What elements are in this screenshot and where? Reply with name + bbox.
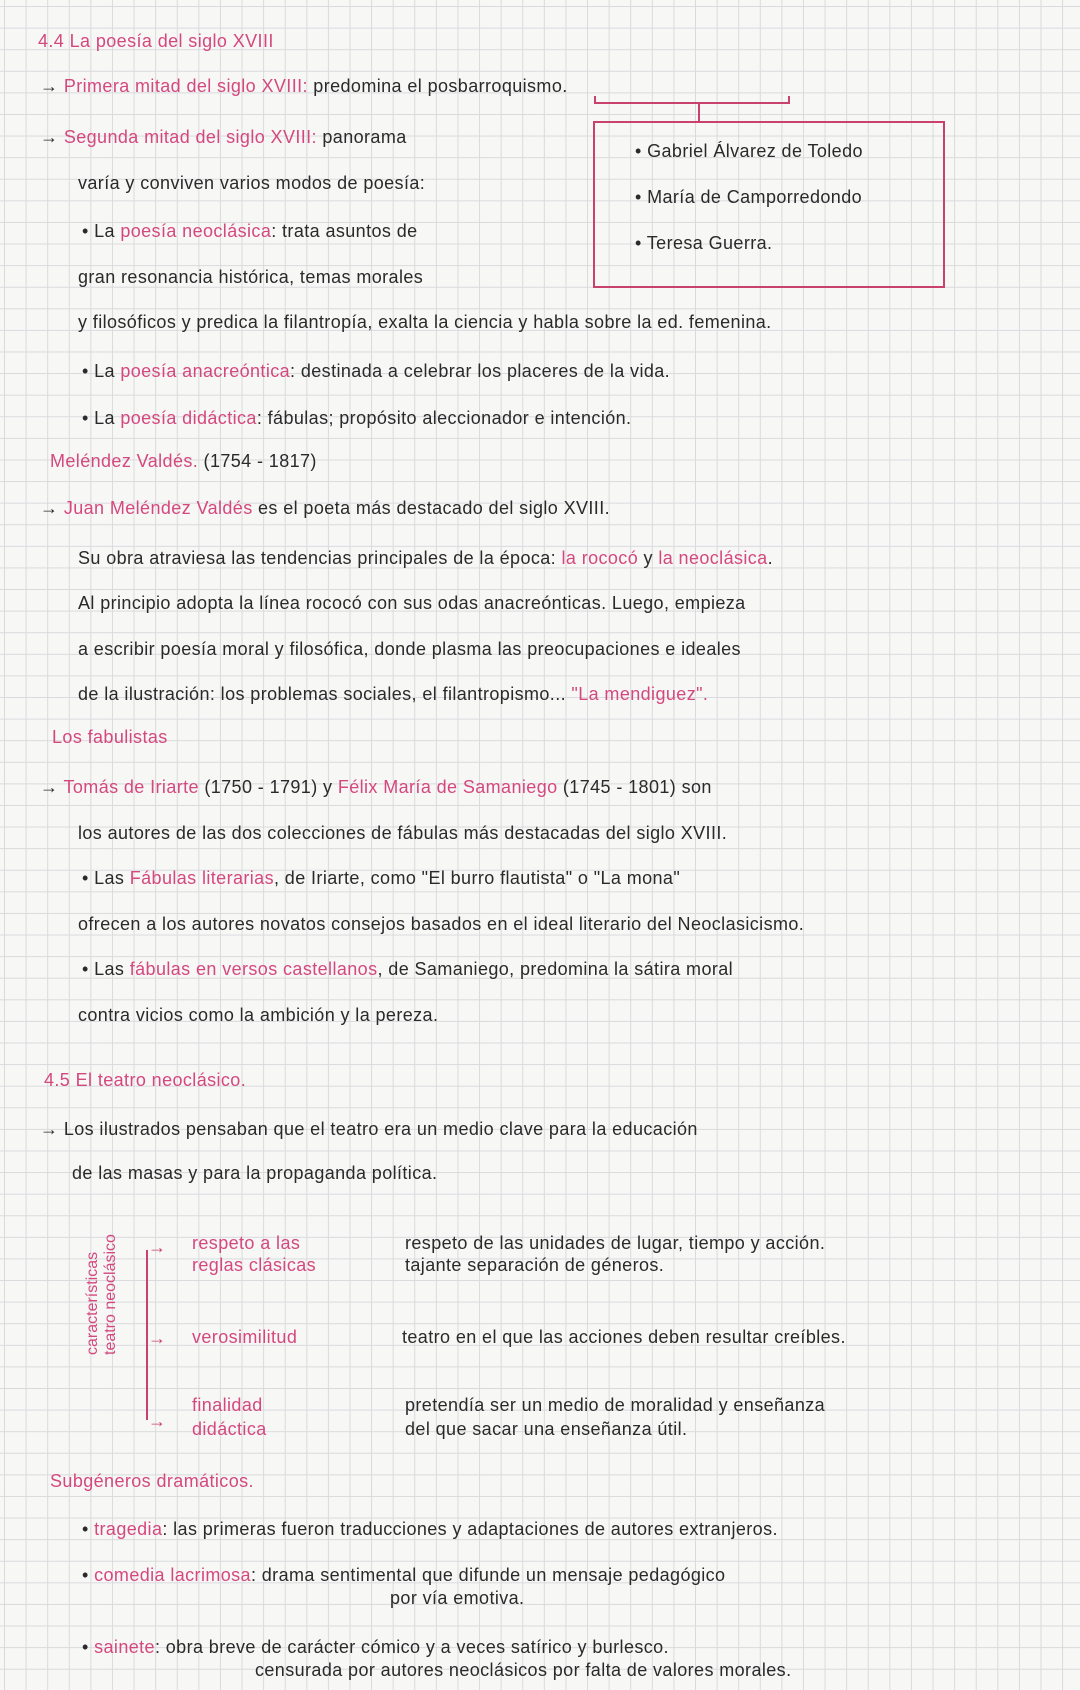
note-text: respeto de las unidades de lugar, tiempo y acción. — [405, 1233, 826, 1253]
note-line — [78, 822, 727, 844]
note-line — [82, 1636, 669, 1658]
note-text: teatro en el que las acciones deben resultar creíbles. — [402, 1327, 846, 1347]
note-line — [405, 1394, 825, 1416]
note-line — [40, 1118, 698, 1140]
note-line — [78, 913, 804, 935]
note-text: de la ilustración: los problemas sociales, el filantropismo... — [78, 684, 572, 704]
label-line: características — [84, 1251, 101, 1355]
note-text: a escribir poesía moral y filosófica, donde plasma las preocupaciones e ideales — [78, 639, 741, 659]
note-text: Al principio adopta la línea rococó con sus odas anacreónticas. Luego, empieza — [78, 593, 746, 613]
highlighted-term: Subgéneros dramáticos. — [50, 1471, 254, 1491]
note-text: : obra breve de carácter cómico y a veces satírico y burlesco. — [154, 1637, 669, 1657]
highlighted-term: la rococó — [561, 548, 639, 568]
note-text: Su obra atraviesa las tendencias principales de la época: — [78, 548, 562, 568]
note-line — [82, 958, 733, 980]
highlighted-term: Tomás de Iriarte — [63, 777, 199, 797]
note-text: , de Samaniego, predomina la sátira moral — [377, 959, 734, 979]
note-line — [82, 1564, 725, 1586]
note-text: • — [82, 1637, 95, 1657]
note-text: : las primeras fueron traducciones y adaptaciones de autores extranjeros. — [162, 1519, 778, 1539]
note-line — [402, 1326, 846, 1348]
highlighted-term: verosimilitud — [192, 1327, 298, 1347]
arrow-icon: → — [148, 1328, 166, 1348]
note-text: → — [40, 1119, 64, 1139]
note-text: • La — [82, 221, 121, 241]
note-text: y filosóficos y predica la filantropía, exalta la ciencia y habla sobre la ed. femenina. — [78, 312, 772, 332]
poet-item: • Teresa Guerra. — [635, 233, 773, 253]
note-text: del que sacar una enseñanza útil. — [405, 1419, 688, 1439]
diagram-vertical-label — [84, 1234, 120, 1355]
highlighted-term: didáctica — [192, 1419, 267, 1439]
note-text: → — [40, 498, 64, 518]
note-text: (1754 - 1817) — [198, 451, 317, 471]
note-line — [78, 311, 772, 333]
highlighted-term: reglas clásicas — [192, 1255, 317, 1275]
note-line — [192, 1326, 297, 1348]
note-text: predomina el posbarroquismo. — [307, 76, 568, 96]
highlighted-term: Fábulas literarias — [129, 868, 274, 888]
note-line — [50, 450, 317, 472]
note-text: de las masas y para la propaganda política. — [72, 1163, 438, 1183]
note-text: : drama sentimental que difunde un mensaje pedagógico — [250, 1565, 726, 1585]
note-line — [78, 638, 741, 660]
note-text: varía y conviven varios modos de poesía: — [78, 173, 426, 193]
poet-item: • María de Camporredondo — [635, 187, 863, 207]
note-line — [78, 683, 708, 705]
note-line — [82, 867, 680, 889]
bracket-connector — [698, 104, 700, 121]
note-line — [82, 360, 670, 382]
note-text: • — [82, 1565, 95, 1585]
highlighted-term: fábulas en versos castellanos — [129, 959, 378, 979]
note-text: por vía emotiva. — [390, 1588, 525, 1608]
arrow-icon: → — [148, 1411, 166, 1431]
note-text: → — [40, 777, 64, 797]
highlighted-term: Juan Meléndez Valdés — [63, 498, 253, 518]
note-text: • Las — [82, 868, 130, 888]
note-text: gran resonancia histórica, temas morales — [78, 267, 424, 287]
arrow-icon: → — [148, 1237, 166, 1257]
note-text: • La — [82, 408, 121, 428]
underline-bracket — [594, 96, 790, 104]
note-text: , de Iriarte, como "El burro flautista" o "La mona" — [274, 868, 681, 888]
highlighted-term: Félix María de Samaniego — [337, 777, 558, 797]
note-line — [82, 1518, 778, 1540]
note-text: : fábulas; propósito aleccionador e intención. — [256, 408, 632, 428]
label-line: teatro neoclásico — [102, 1234, 119, 1355]
highlighted-term: poesía anacreóntica — [120, 361, 291, 381]
highlighted-term: poesía didáctica — [120, 408, 257, 428]
note-line — [40, 126, 407, 148]
highlighted-term: poesía neoclásica — [120, 221, 272, 241]
highlighted-term: comedia lacrimosa — [94, 1565, 251, 1585]
note-text: contra vicios como la ambición y la pereza. — [78, 1005, 439, 1025]
note-line — [192, 1232, 300, 1254]
note-line — [405, 1418, 687, 1440]
note-text: : trata asuntos de — [271, 221, 418, 241]
note-line — [82, 407, 631, 429]
note-text: : destinada a celebrar los placeres de la vida. — [290, 361, 671, 381]
note-line — [78, 592, 746, 614]
note-line — [50, 1470, 254, 1492]
poets-box — [593, 121, 945, 288]
highlighted-term: tragedia — [94, 1519, 163, 1539]
note-line — [405, 1232, 825, 1254]
note-line — [192, 1418, 267, 1440]
note-text: es el poeta más destacado del siglo XVIII. — [252, 498, 611, 518]
note-line — [255, 1659, 791, 1681]
note-line — [40, 75, 568, 97]
note-line — [52, 726, 168, 748]
note-text: ofrecen a los autores novatos consejos basados en el ideal literario del Neoclasicismo. — [78, 914, 805, 934]
highlighted-term: "La mendiguez". — [571, 684, 709, 704]
highlighted-term: Primera mitad del siglo XVIII: — [63, 76, 308, 96]
note-line — [44, 1069, 246, 1091]
highlighted-term: sainete — [94, 1637, 155, 1657]
note-text: (1750 - 1791) y — [198, 777, 338, 797]
note-line — [40, 497, 610, 519]
note-text: pretendía ser un medio de moralidad y enseñanza — [405, 1395, 826, 1415]
note-line — [78, 266, 423, 288]
note-line — [405, 1254, 664, 1276]
poet-item: • Gabriel Álvarez de Toledo — [635, 141, 863, 161]
highlighted-term: respeto a las — [192, 1233, 301, 1253]
note-line — [38, 30, 274, 52]
note-text: censurada por autores neoclásicos por falta de valores morales. — [255, 1660, 792, 1680]
note-line — [192, 1254, 316, 1276]
note-text: (1745 - 1801) son — [557, 777, 712, 797]
note-line — [82, 220, 418, 242]
note-text: • Las — [82, 959, 130, 979]
note-text: → — [40, 76, 64, 96]
note-text: panorama — [316, 127, 407, 147]
note-text: • — [82, 1519, 95, 1539]
highlighted-term: 4.4 La poesía del siglo XVIII — [38, 31, 274, 51]
note-line — [78, 172, 425, 194]
note-text: y — [638, 548, 659, 568]
note-text: Los ilustrados pensaban que el teatro era un medio clave para la educación — [63, 1119, 698, 1139]
note-line — [78, 1004, 438, 1026]
highlighted-term: Los fabulistas — [52, 727, 168, 747]
note-line — [390, 1587, 524, 1609]
note-text: • La — [82, 361, 121, 381]
highlighted-term: 4.5 El teatro neoclásico. — [44, 1070, 247, 1090]
note-line — [78, 547, 773, 569]
note-text: → — [40, 127, 64, 147]
note-line — [40, 776, 712, 798]
note-line — [192, 1394, 263, 1416]
highlighted-term: Segunda mitad del siglo XVIII: — [63, 127, 317, 147]
highlighted-term: Meléndez Valdés. — [50, 451, 199, 471]
note-text: tajante separación de géneros. — [405, 1255, 665, 1275]
highlighted-term: finalidad — [192, 1395, 263, 1415]
note-text: . — [767, 548, 773, 568]
note-line — [72, 1162, 437, 1184]
note-text: los autores de las dos colecciones de fábulas más destacadas del siglo XVIII. — [78, 823, 728, 843]
highlighted-term: la neoclásica — [658, 548, 768, 568]
